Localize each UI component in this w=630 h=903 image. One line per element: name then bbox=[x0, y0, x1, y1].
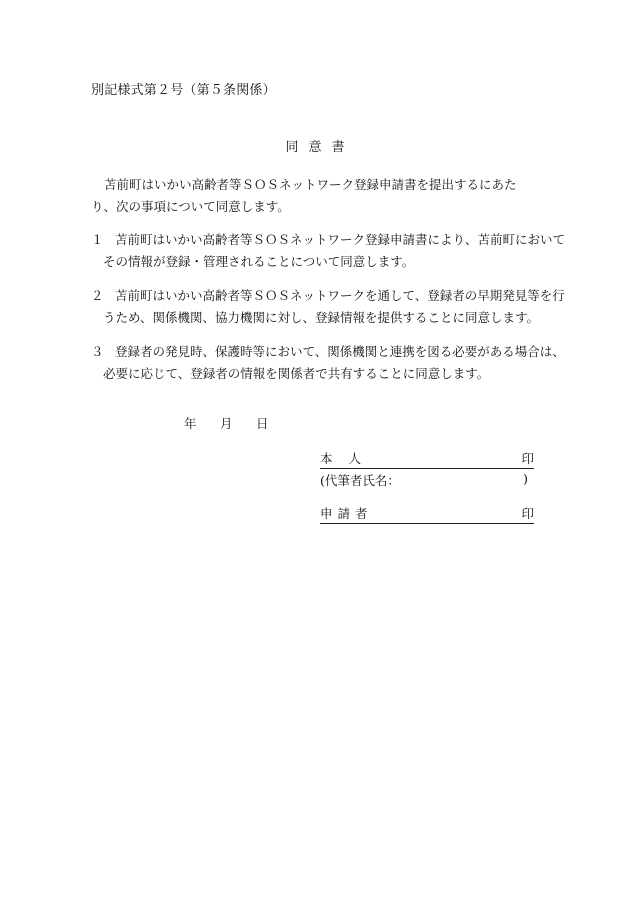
seal-mark: 印 bbox=[521, 506, 534, 521]
item-text-line2: 必要に応じて、登録者の情報を関係者で共有することに同意します。 bbox=[103, 366, 490, 381]
item-text-line1: 苫前町はいかい高齢者等ＳＯＳネットワーク登録申請書により、苫前町において bbox=[115, 232, 566, 247]
document-title: 同意書 bbox=[285, 140, 355, 155]
principal-signature-line bbox=[320, 452, 534, 469]
principal-label: 本人 bbox=[320, 451, 378, 466]
item-number: １ bbox=[91, 232, 104, 247]
applicant-label: 申請者 bbox=[320, 506, 373, 521]
item-text-line2: その情報が登録・管理されることについて同意します。 bbox=[103, 254, 415, 269]
date-year-label: 年 bbox=[184, 416, 197, 431]
proxy-name-line bbox=[320, 471, 534, 489]
proxy-label: (代筆者氏名： bbox=[320, 473, 400, 488]
proxy-close-paren: ) bbox=[523, 471, 528, 486]
intro-paragraph: 苫前町はいかい高齢者等ＳＯＳネットワーク登録申請書を提出するにあたり、次の事項について同意します。 bbox=[91, 177, 517, 214]
item-text-line1: 苫前町はいかい高齢者等ＳＯＳネットワークを通して、登録者の早期発見等を行 bbox=[115, 288, 565, 303]
date-month-label: 月 bbox=[220, 416, 233, 431]
item-text-line1: 登録者の発見時、保護時等において、関係機関と連携を図る必要がある場合は、 bbox=[115, 344, 565, 359]
form-number: 別記様式第２号（第５条関係） bbox=[91, 83, 276, 98]
item-text-line2: うため、関係機関、協力機関に対し、登録情報を提供することに同意します。 bbox=[103, 310, 540, 325]
date-day-label: 日 bbox=[256, 416, 269, 431]
item-number: ２ bbox=[91, 288, 104, 303]
consent-item-2 bbox=[91, 285, 565, 329]
consent-item-1 bbox=[91, 229, 566, 273]
seal-mark: 印 bbox=[521, 451, 534, 466]
applicant-signature-line bbox=[320, 507, 534, 524]
item-number: ３ bbox=[91, 344, 104, 359]
consent-item-3 bbox=[91, 341, 565, 385]
